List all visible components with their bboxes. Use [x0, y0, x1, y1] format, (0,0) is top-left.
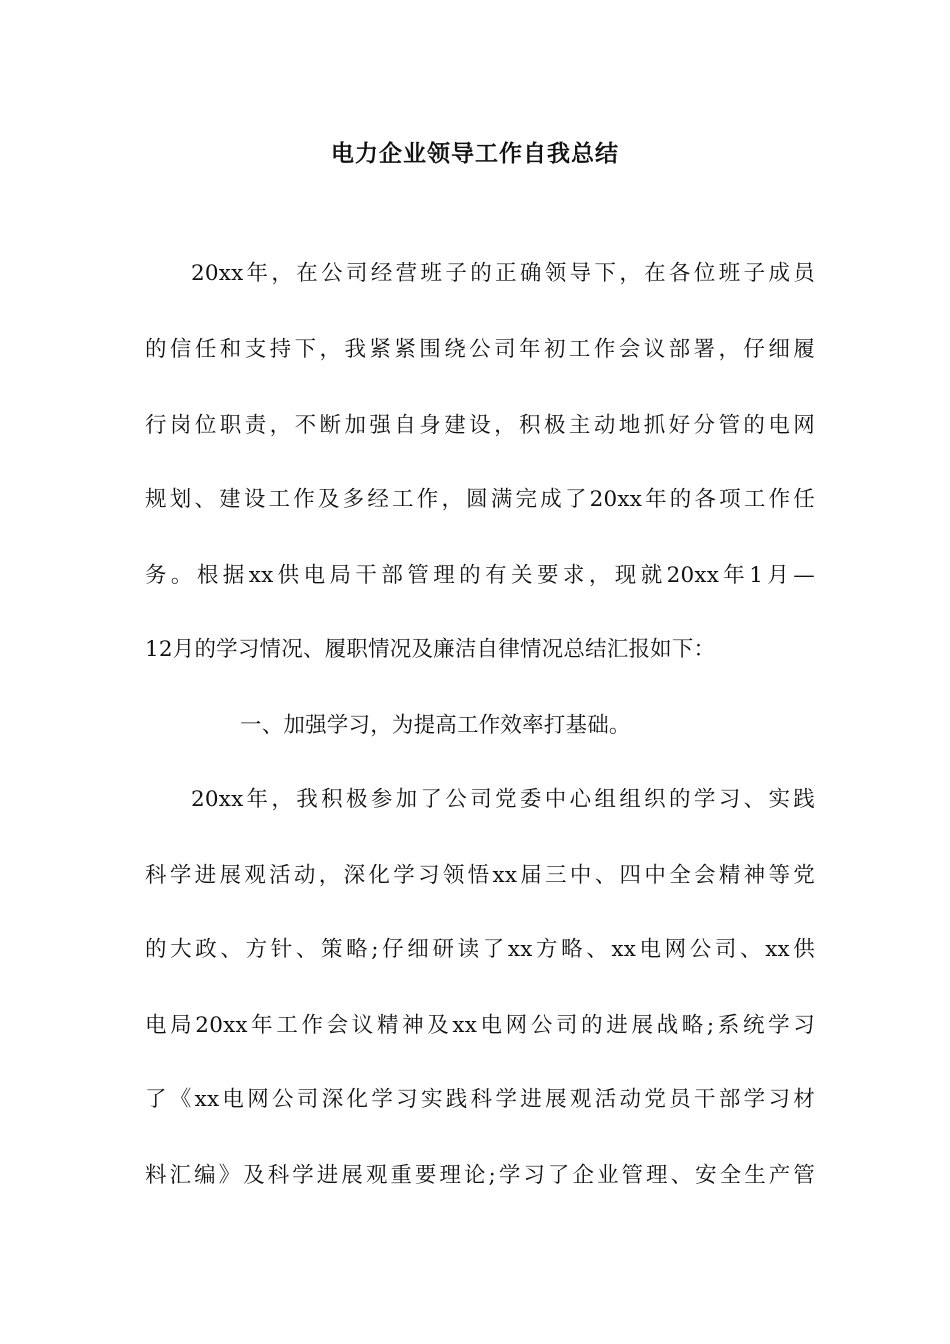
- paragraph-1-line-5: 务。根据xx供电局干部管理的有关要求，现就20xx年1月—: [145, 563, 815, 588]
- paragraph-2-line-4: 电局20xx年工作会议精神及xx电网公司的进展战略;系统学习: [145, 1013, 815, 1038]
- paragraph-1-line-2: 的信任和支持下，我紧紧围绕公司年初工作会议部署，仔细履: [145, 337, 815, 362]
- section-heading-1: 一、加强学习，为提高工作效率打基础。: [240, 713, 631, 738]
- paragraph-1-line-1: 20xx年，在公司经营班子的正确领导下，在各位班子成员: [191, 261, 815, 286]
- paragraph-2-line-6: 料汇编》及科学进展观重要理论;学习了企业管理、安全生产管: [145, 1163, 815, 1188]
- paragraph-1-line-4: 规划、建设工作及多经工作，圆满完成了20xx年的各项工作任: [145, 487, 815, 512]
- paragraph-1-line-3: 行岗位职责，不断加强自身建设，积极主动地抓好分管的电网: [145, 413, 815, 438]
- document-title: 电力企业领导工作自我总结: [331, 141, 619, 167]
- paragraph-1-line-6: 12月的学习情况、履职情况及廉洁自律情况总结汇报如下：: [145, 637, 716, 662]
- paragraph-2-line-3: 的大政、方针、策略;仔细研读了xx方略、xx电网公司、xx供: [145, 937, 815, 962]
- paragraph-2-line-5: 了《xx电网公司深化学习实践科学进展观活动党员干部学习材: [145, 1087, 815, 1112]
- paragraph-2-line-2: 科学进展观活动，深化学习领悟xx届三中、四中全会精神等党: [145, 863, 815, 888]
- paragraph-2-line-1: 20xx年，我积极参加了公司党委中心组组织的学习、实践: [191, 787, 815, 812]
